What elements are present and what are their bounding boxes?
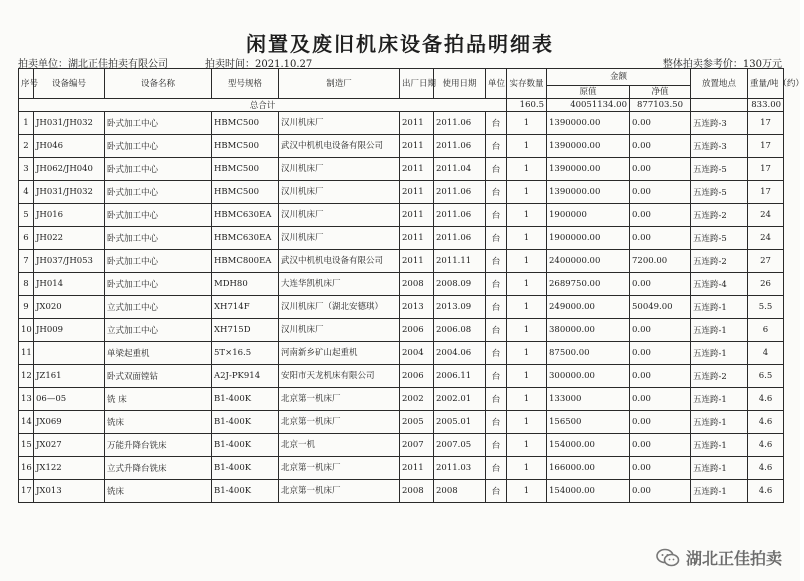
cell-weight: 24 xyxy=(748,227,784,250)
cell-place: 五连跨-5 xyxy=(691,181,748,204)
cell-unit: 台 xyxy=(486,204,507,227)
cell-model: B1-400K xyxy=(212,434,279,457)
table-row xyxy=(19,319,784,342)
cell-place: 五连跨-1 xyxy=(691,480,748,503)
header-code: 设备编号 xyxy=(34,69,105,99)
cell-weight: 27 xyxy=(748,250,784,273)
header-net: 净值 xyxy=(630,86,691,99)
cell-place: 五连跨-1 xyxy=(691,457,748,480)
cell-seq: 9 xyxy=(19,296,34,319)
table-row xyxy=(19,227,784,250)
cell-maker: 汉川机床厂 xyxy=(279,158,400,181)
table-row xyxy=(19,480,784,503)
cell-use-date: 2011.04 xyxy=(434,158,486,181)
cell-seq: 6 xyxy=(19,227,34,250)
cell-seq: 8 xyxy=(19,273,34,296)
header-name: 设备名称 xyxy=(105,69,212,99)
cell-unit: 台 xyxy=(486,434,507,457)
cell-net: 0.00 xyxy=(630,158,691,181)
cell-name: 铣 床 xyxy=(105,388,212,411)
total-orig: 40051134.00 xyxy=(547,99,630,112)
cell-use-date: 2011.11 xyxy=(434,250,486,273)
cell-use-date: 2011.06 xyxy=(434,135,486,158)
cell-seq: 5 xyxy=(19,204,34,227)
cell-code: JX013 xyxy=(34,480,105,503)
header-model: 型号规格 xyxy=(212,69,279,99)
cell-orig: 156500 xyxy=(547,411,630,434)
cell-qty: 1 xyxy=(507,342,547,365)
watermark-text: 湖北正佳拍卖 xyxy=(685,549,782,568)
cell-prod-date: 2013 xyxy=(400,296,434,319)
cell-weight: 4.6 xyxy=(748,434,784,457)
header-weight: 重量/吨（约） xyxy=(748,69,784,99)
cell-seq: 3 xyxy=(19,158,34,181)
cell-net: 0.00 xyxy=(630,365,691,388)
cell-orig: 1900000.00 xyxy=(547,227,630,250)
cell-orig: 1390000.00 xyxy=(547,181,630,204)
cell-maker: 安阳市天龙机床有限公司 xyxy=(279,365,400,388)
cell-net: 0.00 xyxy=(630,411,691,434)
cell-name: 卧式加工中心 xyxy=(105,135,212,158)
header-prod-date: 出厂日期 xyxy=(400,69,434,99)
cell-name: 立式加工中心 xyxy=(105,296,212,319)
cell-weight: 4.6 xyxy=(748,411,784,434)
cell-orig: 1390000.00 xyxy=(547,135,630,158)
cell-net: 0.00 xyxy=(630,273,691,296)
cell-seq: 14 xyxy=(19,411,34,434)
cell-seq: 12 xyxy=(19,365,34,388)
cell-unit: 台 xyxy=(486,342,507,365)
cell-seq: 15 xyxy=(19,434,34,457)
cell-qty: 1 xyxy=(507,365,547,388)
page-title: 闲置及废旧机床设备拍品明细表 xyxy=(246,32,554,56)
cell-unit: 台 xyxy=(486,319,507,342)
cell-code: JH031/JH032 xyxy=(34,112,105,135)
cell-place: 五连跨-1 xyxy=(691,319,748,342)
cell-prod-date: 2008 xyxy=(400,480,434,503)
cell-maker: 北京第一机床厂 xyxy=(279,457,400,480)
cell-unit: 台 xyxy=(486,457,507,480)
cell-net: 0.00 xyxy=(630,457,691,480)
cell-model: 5T×16.5 xyxy=(212,342,279,365)
cell-net: 0.00 xyxy=(630,227,691,250)
cell-maker: 大连华凯机床厂 xyxy=(279,273,400,296)
cell-prod-date: 2006 xyxy=(400,365,434,388)
cell-unit: 台 xyxy=(486,480,507,503)
cell-model: HBMC800EA xyxy=(212,250,279,273)
cell-maker: 汉川机床厂 xyxy=(279,181,400,204)
cell-prod-date: 2004 xyxy=(400,342,434,365)
cell-use-date: 2006.11 xyxy=(434,365,486,388)
watermark xyxy=(656,546,782,569)
cell-use-date: 2011.06 xyxy=(434,112,486,135)
cell-prod-date: 2008 xyxy=(400,273,434,296)
cell-weight: 6.5 xyxy=(748,365,784,388)
cell-use-date: 2004.06 xyxy=(434,342,486,365)
cell-qty: 1 xyxy=(507,112,547,135)
cell-unit: 台 xyxy=(486,365,507,388)
cell-maker: 汉川机床厂 xyxy=(279,112,400,135)
cell-maker: 河南新乡矿山起重机 xyxy=(279,342,400,365)
cell-seq: 10 xyxy=(19,319,34,342)
cell-maker: 汉川机床厂 xyxy=(279,204,400,227)
total-net: 877103.50 xyxy=(630,99,691,112)
cell-prod-date: 2011 xyxy=(400,250,434,273)
table-row xyxy=(19,342,784,365)
cell-model: HBMC500 xyxy=(212,135,279,158)
cell-use-date: 2007.05 xyxy=(434,434,486,457)
cell-orig: 87500.00 xyxy=(547,342,630,365)
cell-weight: 17 xyxy=(748,158,784,181)
cell-unit: 台 xyxy=(486,411,507,434)
cell-orig: 1390000.00 xyxy=(547,158,630,181)
cell-net: 0.00 xyxy=(630,319,691,342)
cell-code: JH016 xyxy=(34,204,105,227)
cell-net: 7200.00 xyxy=(630,250,691,273)
table-row xyxy=(19,388,784,411)
cell-code: JX069 xyxy=(34,411,105,434)
cell-qty: 1 xyxy=(507,434,547,457)
header-amount: 金额 xyxy=(547,69,691,86)
cell-model: HBMC500 xyxy=(212,112,279,135)
cell-net: 0.00 xyxy=(630,204,691,227)
total-weight: 833.00 xyxy=(748,99,784,112)
equipment-table xyxy=(18,68,804,503)
cell-model: HBMC630EA xyxy=(212,204,279,227)
cell-qty: 1 xyxy=(507,273,547,296)
cell-weight: 4.6 xyxy=(748,480,784,503)
cell-prod-date: 2007 xyxy=(400,434,434,457)
total-qty: 160.5 xyxy=(507,99,547,112)
cell-name: 卧式加工中心 xyxy=(105,112,212,135)
cell-code: JH046 xyxy=(34,135,105,158)
cell-unit: 台 xyxy=(486,181,507,204)
cell-weight: 17 xyxy=(748,112,784,135)
cell-place: 五连跨-5 xyxy=(691,158,748,181)
cell-net: 0.00 xyxy=(630,342,691,365)
cell-code: JZ161 xyxy=(34,365,105,388)
cell-maker: 武汉中机机电设备有限公司 xyxy=(279,135,400,158)
cell-place: 五连跨-2 xyxy=(691,250,748,273)
auction-unit: 拍卖单位：湖北正佳拍卖有限公司 xyxy=(18,59,168,70)
cell-weight: 4 xyxy=(748,342,784,365)
header-seq: 序号 xyxy=(19,69,34,99)
cell-name: 卧式加工中心 xyxy=(105,158,212,181)
cell-net: 0.00 xyxy=(630,480,691,503)
cell-prod-date: 2006 xyxy=(400,319,434,342)
table-row xyxy=(19,204,784,227)
cell-code xyxy=(34,342,105,365)
cell-use-date: 2011.06 xyxy=(434,204,486,227)
table-row xyxy=(19,112,784,135)
table-row xyxy=(19,457,784,480)
cell-unit: 台 xyxy=(486,227,507,250)
cell-qty: 1 xyxy=(507,135,547,158)
cell-qty: 1 xyxy=(507,227,547,250)
cell-use-date: 2008.09 xyxy=(434,273,486,296)
cell-qty: 1 xyxy=(507,296,547,319)
cell-orig: 1900000 xyxy=(547,204,630,227)
header-use-date: 使用日期 xyxy=(434,69,486,99)
cell-model: B1-400K xyxy=(212,457,279,480)
cell-prod-date: 2011 xyxy=(400,158,434,181)
cell-use-date: 2011.06 xyxy=(434,181,486,204)
cell-use-date: 2008 xyxy=(434,480,486,503)
cell-maker: 北京第一机床厂 xyxy=(279,388,400,411)
cell-name: 卧式加工中心 xyxy=(105,204,212,227)
cell-prod-date: 2011 xyxy=(400,204,434,227)
cell-orig: 300000.00 xyxy=(547,365,630,388)
cell-qty: 1 xyxy=(507,181,547,204)
cell-code: JH022 xyxy=(34,227,105,250)
cell-model: XH714F xyxy=(212,296,279,319)
cell-maker: 汉川机床厂（湖北安德琪） xyxy=(279,296,400,319)
cell-code: JX027 xyxy=(34,434,105,457)
cell-model: MDH80 xyxy=(212,273,279,296)
cell-use-date: 2006.08 xyxy=(434,319,486,342)
header-maker: 制造厂 xyxy=(279,69,400,99)
cell-orig: 1390000.00 xyxy=(547,112,630,135)
cell-weight: 5.5 xyxy=(748,296,784,319)
table-row xyxy=(19,250,784,273)
cell-seq: 17 xyxy=(19,480,34,503)
cell-maker: 北京一机 xyxy=(279,434,400,457)
cell-code: JH009 xyxy=(34,319,105,342)
cell-place: 五连跨-1 xyxy=(691,434,748,457)
cell-unit: 台 xyxy=(486,112,507,135)
cell-qty: 1 xyxy=(507,457,547,480)
header-unit: 单位 xyxy=(486,69,507,99)
cell-use-date: 2011.03 xyxy=(434,457,486,480)
table-row xyxy=(19,135,784,158)
cell-name: 万能升降台铣床 xyxy=(105,434,212,457)
cell-maker: 北京第一机床厂 xyxy=(279,411,400,434)
total-place xyxy=(691,99,748,112)
cell-place: 五连跨-1 xyxy=(691,388,748,411)
cell-net: 0.00 xyxy=(630,135,691,158)
cell-seq: 7 xyxy=(19,250,34,273)
cell-unit: 台 xyxy=(486,273,507,296)
cell-orig: 154000.00 xyxy=(547,434,630,457)
cell-weight: 17 xyxy=(748,135,784,158)
total-label: 总合计 xyxy=(19,99,507,112)
cell-prod-date: 2011 xyxy=(400,181,434,204)
cell-model: B1-400K xyxy=(212,411,279,434)
cell-weight: 17 xyxy=(748,181,784,204)
cell-weight: 24 xyxy=(748,204,784,227)
cell-name: 卧式加工中心 xyxy=(105,250,212,273)
cell-model: HBMC500 xyxy=(212,158,279,181)
cell-unit: 台 xyxy=(486,388,507,411)
cell-code: JX020 xyxy=(34,296,105,319)
cell-name: 铣床 xyxy=(105,411,212,434)
cell-seq: 1 xyxy=(19,112,34,135)
cell-orig: 380000.00 xyxy=(547,319,630,342)
table-row xyxy=(19,158,784,181)
cell-maker: 汉川机床厂 xyxy=(279,227,400,250)
cell-unit: 台 xyxy=(486,296,507,319)
header-qty: 实存数量 xyxy=(507,69,547,99)
cell-name: 铣床 xyxy=(105,480,212,503)
cell-weight: 4.6 xyxy=(748,388,784,411)
cell-model: B1-400K xyxy=(212,480,279,503)
cell-net: 0.00 xyxy=(630,112,691,135)
cell-net: 0.00 xyxy=(630,388,691,411)
cell-name: 卧式加工中心 xyxy=(105,227,212,250)
cell-orig: 2400000.00 xyxy=(547,250,630,273)
cell-place: 五连跨-1 xyxy=(691,342,748,365)
cell-orig: 166000.00 xyxy=(547,457,630,480)
cell-place: 五连跨-2 xyxy=(691,365,748,388)
cell-orig: 249000.00 xyxy=(547,296,630,319)
cell-code: JH037/JH053 xyxy=(34,250,105,273)
cell-place: 五连跨-1 xyxy=(691,296,748,319)
cell-unit: 台 xyxy=(486,250,507,273)
cell-code: JH014 xyxy=(34,273,105,296)
total-row xyxy=(19,99,784,112)
table-row xyxy=(19,273,784,296)
cell-place: 五连跨-2 xyxy=(691,204,748,227)
cell-model: HBMC500 xyxy=(212,181,279,204)
cell-seq: 4 xyxy=(19,181,34,204)
cell-qty: 1 xyxy=(507,158,547,181)
cell-maker: 武汉中机机电设备有限公司 xyxy=(279,250,400,273)
cell-maker: 汉川机床厂 xyxy=(279,319,400,342)
cell-place: 五连跨-3 xyxy=(691,135,748,158)
header-place: 放置地点 xyxy=(691,69,748,99)
cell-weight: 4.6 xyxy=(748,457,784,480)
cell-place: 五连跨-4 xyxy=(691,273,748,296)
cell-qty: 1 xyxy=(507,411,547,434)
cell-name: 单梁起重机 xyxy=(105,342,212,365)
cell-name: 立式加工中心 xyxy=(105,319,212,342)
wechat-icon xyxy=(656,548,680,568)
cell-qty: 1 xyxy=(507,204,547,227)
header-orig: 原值 xyxy=(547,86,630,99)
cell-orig: 2689750.00 xyxy=(547,273,630,296)
cell-use-date: 2002.01 xyxy=(434,388,486,411)
cell-name: 卧式加工中心 xyxy=(105,273,212,296)
cell-unit: 台 xyxy=(486,158,507,181)
cell-qty: 1 xyxy=(507,250,547,273)
auction-time: 拍卖时间：2021.10.27 xyxy=(205,59,313,70)
cell-code: JH031/JH032 xyxy=(34,181,105,204)
cell-model: B1-400K xyxy=(212,388,279,411)
cell-use-date: 2005.01 xyxy=(434,411,486,434)
reference-price: 整体拍卖参考价：130万元 xyxy=(662,59,782,70)
cell-name: 卧式加工中心 xyxy=(105,181,212,204)
cell-place: 五连跨-1 xyxy=(691,411,748,434)
table-row xyxy=(19,434,784,457)
cell-prod-date: 2011 xyxy=(400,112,434,135)
cell-seq: 11 xyxy=(19,342,34,365)
cell-seq: 16 xyxy=(19,457,34,480)
cell-qty: 1 xyxy=(507,480,547,503)
cell-name: 卧式双面镗钻 xyxy=(105,365,212,388)
cell-prod-date: 2011 xyxy=(400,135,434,158)
cell-qty: 1 xyxy=(507,319,547,342)
table-row xyxy=(19,181,784,204)
cell-model: A2J-PK914 xyxy=(212,365,279,388)
cell-model: HBMC630EA xyxy=(212,227,279,250)
table-row xyxy=(19,296,784,319)
cell-net: 0.00 xyxy=(630,434,691,457)
cell-net: 0.00 xyxy=(630,181,691,204)
table-row xyxy=(19,365,784,388)
cell-use-date: 2011.06 xyxy=(434,227,486,250)
cell-net: 50049.00 xyxy=(630,296,691,319)
cell-orig: 154000.00 xyxy=(547,480,630,503)
cell-prod-date: 2011 xyxy=(400,227,434,250)
cell-code: 06—05 xyxy=(34,388,105,411)
cell-prod-date: 2011 xyxy=(400,457,434,480)
cell-code: JX122 xyxy=(34,457,105,480)
cell-weight: 26 xyxy=(748,273,784,296)
cell-name: 立式升降台铣床 xyxy=(105,457,212,480)
cell-qty: 1 xyxy=(507,388,547,411)
cell-prod-date: 2002 xyxy=(400,388,434,411)
cell-maker: 北京第一机床厂 xyxy=(279,480,400,503)
cell-use-date: 2013.09 xyxy=(434,296,486,319)
cell-seq: 13 xyxy=(19,388,34,411)
cell-weight: 6 xyxy=(748,319,784,342)
table-row xyxy=(19,411,784,434)
cell-unit: 台 xyxy=(486,135,507,158)
cell-place: 五连跨-3 xyxy=(691,112,748,135)
cell-model: XH715D xyxy=(212,319,279,342)
cell-code: JH062/JH040 xyxy=(34,158,105,181)
cell-orig: 133000 xyxy=(547,388,630,411)
cell-prod-date: 2005 xyxy=(400,411,434,434)
cell-seq: 2 xyxy=(19,135,34,158)
cell-place: 五连跨-5 xyxy=(691,227,748,250)
